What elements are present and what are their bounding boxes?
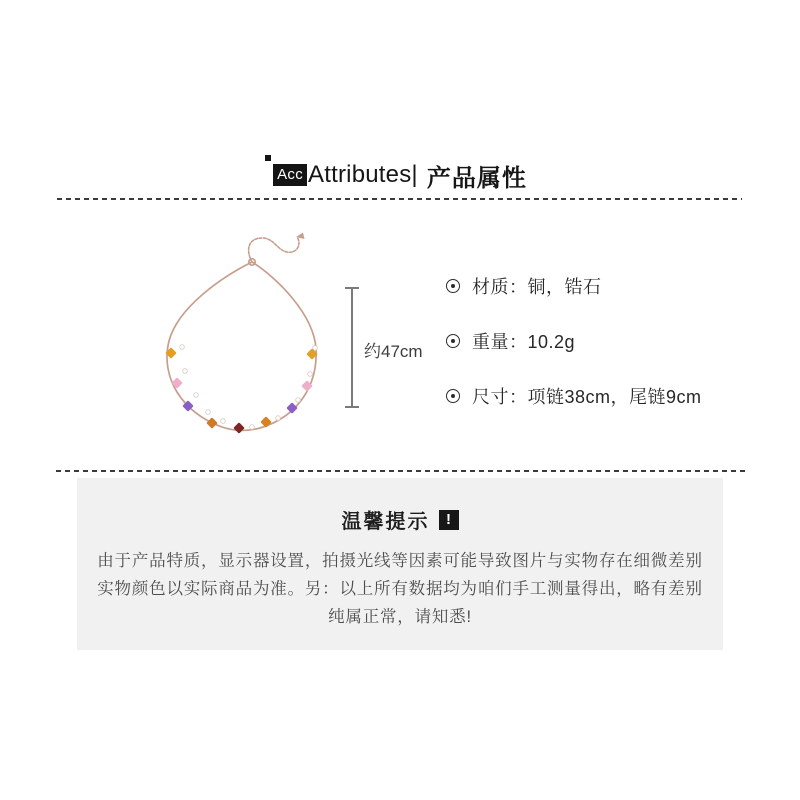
attribute-label: 尺寸：项链38cm，尾链9cm xyxy=(472,387,702,407)
notice-line: 由于产品特质，显示器设置，拍摄光线等因素可能导致图片与实物存在细微差别 xyxy=(97,552,703,570)
attribute-item-size xyxy=(446,384,702,408)
section-header xyxy=(0,160,800,190)
notice-line: 纯属正常，请知悉! xyxy=(328,608,472,626)
necklace-bead xyxy=(308,372,313,377)
measurement-line xyxy=(351,288,353,407)
necklace-bead xyxy=(313,346,318,351)
bullet-circle-icon xyxy=(446,389,460,403)
necklace-gem xyxy=(233,422,244,433)
notice-box xyxy=(77,478,723,650)
attribute-label: 重量：10.2g xyxy=(472,332,576,352)
attribute-label: 材质：铜，锆石 xyxy=(472,277,602,297)
necklace-illustration xyxy=(150,225,330,440)
necklace-tail-chain xyxy=(249,237,299,262)
necklace-gem xyxy=(260,416,271,427)
exclamation-icon: ! xyxy=(439,510,459,530)
necklace-bead xyxy=(221,419,226,424)
necklace-bead xyxy=(206,410,211,415)
notice-body xyxy=(77,547,723,631)
necklace-bead xyxy=(194,393,199,398)
dashed-divider-top xyxy=(57,198,742,200)
necklace-bead xyxy=(180,345,185,350)
necklace-gem xyxy=(206,417,217,428)
necklace-gem xyxy=(171,377,182,388)
notice-title: 温馨提示 xyxy=(341,511,430,533)
header-title-zh: 产品属性 xyxy=(426,164,527,192)
brand-badge: Acc xyxy=(273,164,307,186)
attribute-list xyxy=(446,274,702,408)
bullet-circle-icon xyxy=(446,334,460,348)
notice-title-row xyxy=(77,505,723,534)
bullet-dot xyxy=(451,284,456,289)
dashed-divider-bottom xyxy=(56,470,745,472)
header-title-en: Attributes| xyxy=(308,161,418,188)
measurement-cap-bottom xyxy=(345,406,359,408)
brand-badge-wrap xyxy=(273,164,307,186)
necklace-bead xyxy=(276,416,281,421)
measurement-label: 约47cm xyxy=(364,342,423,361)
notice-line: 实物颜色以实际商品为准。另：以上所有数据均为咱们手工测量得出，略有差别 xyxy=(97,580,703,598)
necklace-gem xyxy=(286,402,297,413)
necklace-bead xyxy=(296,398,301,403)
necklace-gems xyxy=(165,347,317,433)
necklace-bead xyxy=(250,425,255,430)
necklace-bead xyxy=(183,369,188,374)
bullet-dot xyxy=(451,339,456,344)
bullet-circle-icon xyxy=(446,279,460,293)
bullet-dot xyxy=(451,394,456,399)
attribute-item-weight xyxy=(446,329,702,353)
brand-square-decoration xyxy=(265,155,271,161)
attribute-item-material xyxy=(446,274,702,298)
